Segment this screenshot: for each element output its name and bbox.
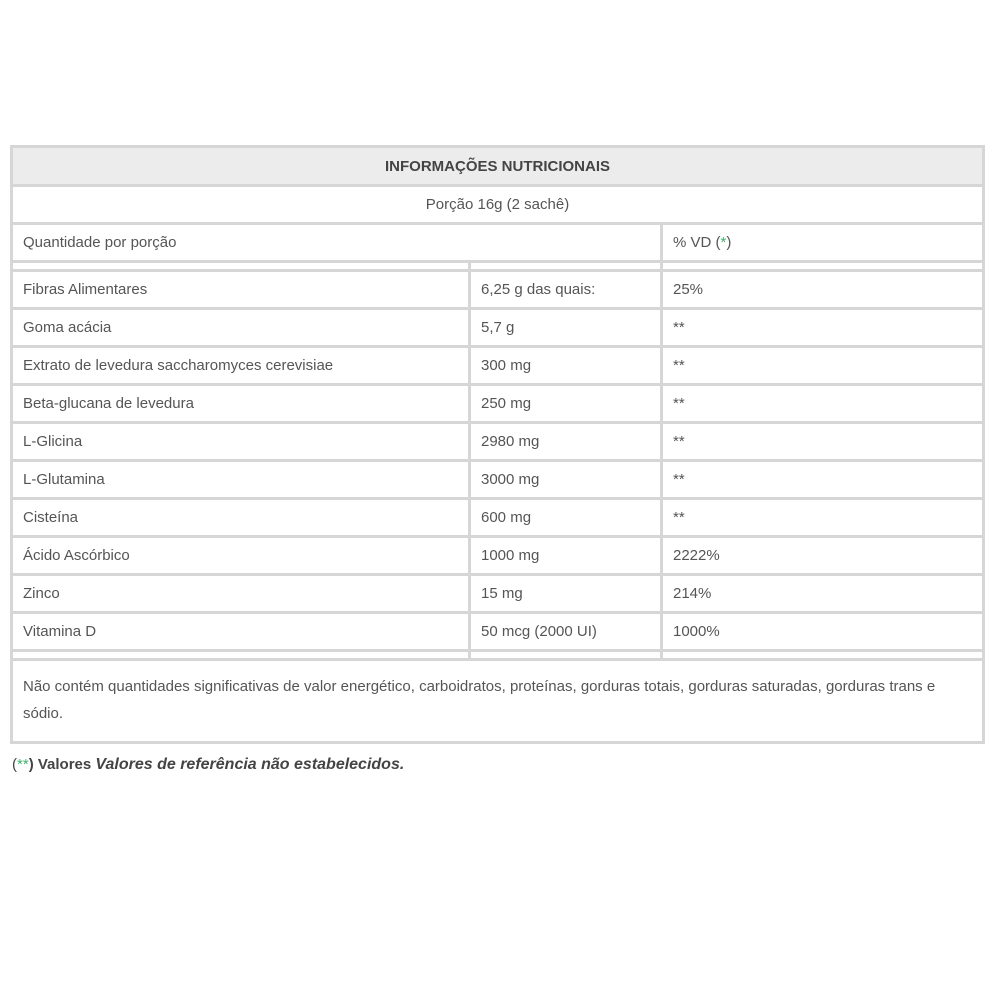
nutrient-vd: **: [663, 462, 982, 497]
nutrient-amount: 3000 mg: [471, 462, 660, 497]
nutrient-row: [13, 462, 982, 497]
nutrient-vd: 214%: [663, 576, 982, 611]
nutrient-amount: 2980 mg: [471, 424, 660, 459]
footnote-asterisks: **: [17, 756, 29, 773]
nutrient-row: [13, 538, 982, 573]
column-header-row: [13, 225, 982, 260]
nutrient-vd: 25%: [663, 272, 982, 307]
spacer-row: [13, 263, 982, 269]
nutrient-row: [13, 500, 982, 535]
nutrient-vd: **: [663, 348, 982, 383]
nutrient-amount: 250 mg: [471, 386, 660, 421]
nutrient-amount: 15 mg: [471, 576, 660, 611]
nutrient-row: [13, 348, 982, 383]
nutrient-amount: 600 mg: [471, 500, 660, 535]
nutrient-row: [13, 576, 982, 611]
nutrition-table: [10, 145, 985, 744]
footnote-description: Valores de referência não estabelecidos.: [95, 756, 405, 773]
nutrient-row: [13, 386, 982, 421]
nutrient-vd: **: [663, 386, 982, 421]
nutrient-amount: 6,25 g das quais:: [471, 272, 660, 307]
nutrient-amount: 5,7 g: [471, 310, 660, 345]
nutrient-row: [13, 614, 982, 649]
table-title: INFORMAÇÕES NUTRICIONAIS: [13, 148, 982, 184]
spacer-row-bottom: [13, 652, 982, 658]
nutrient-row: [13, 424, 982, 459]
nutrient-amount: 300 mg: [471, 348, 660, 383]
vd-label: % VD (: [673, 234, 721, 251]
nutrient-name: L-Glicina: [13, 424, 468, 459]
nutrient-amount: 50 mcg (2000 UI): [471, 614, 660, 649]
nutrient-vd: 2222%: [663, 538, 982, 573]
nutrient-name: Beta-glucana de levedura: [13, 386, 468, 421]
nutrient-vd: **: [663, 500, 982, 535]
nutrient-row: [13, 272, 982, 307]
disclaimer-note: Não contém quantidades significativas de valor energético, carboidratos, proteínas, gorduras totais, gorduras saturadas, gorduras trans e sódio.: [13, 661, 982, 741]
nutrient-rows: [13, 272, 982, 649]
footnote-open: (: [12, 756, 17, 773]
nutrient-name: Vitamina D: [13, 614, 468, 649]
nutrient-amount: 1000 mg: [471, 538, 660, 573]
vd-asterisk: *: [720, 234, 727, 251]
nutrient-name: Ácido Ascórbico: [13, 538, 468, 573]
quantity-header: Quantidade por porção: [13, 225, 660, 260]
nutrient-vd: **: [663, 424, 982, 459]
vd-header: [663, 225, 982, 260]
nutrient-name: L-Glutamina: [13, 462, 468, 497]
nutrient-name: Cisteína: [13, 500, 468, 535]
vd-close: ): [726, 234, 732, 251]
footnote-lead: ) Valores: [28, 756, 92, 773]
nutrient-name: Zinco: [13, 576, 468, 611]
nutrient-name: Fibras Alimentares: [13, 272, 468, 307]
nutrient-name: Goma acácia: [13, 310, 468, 345]
nutrient-vd: **: [663, 310, 982, 345]
footnote: [12, 756, 404, 774]
nutrient-name: Extrato de levedura saccharomyces cerevisiae: [13, 348, 468, 383]
portion-info: Porção 16g (2 sachê): [13, 187, 982, 222]
nutrient-row: [13, 310, 982, 345]
nutrient-vd: 1000%: [663, 614, 982, 649]
